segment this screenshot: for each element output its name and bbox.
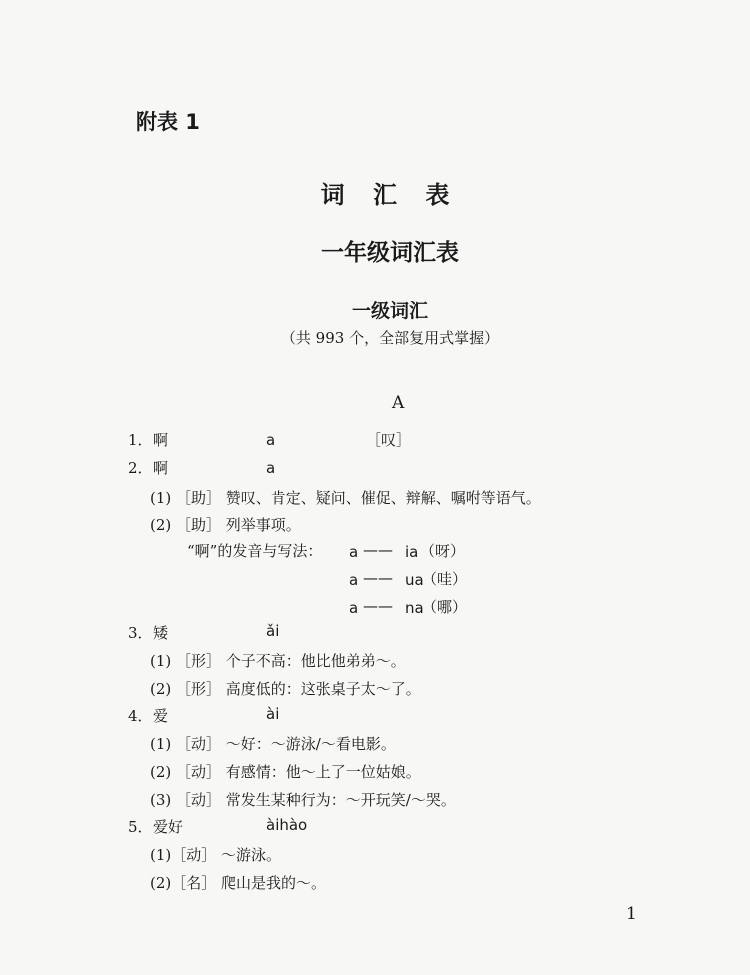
section-letter: A	[392, 393, 405, 413]
pron-base: a	[349, 599, 359, 617]
page-number: 1	[626, 904, 637, 924]
entry-definition: (1) ［形］ 个子不高：他比他弟弟～。	[150, 652, 406, 670]
pron-char: （哪）	[422, 598, 468, 616]
entry-ref: ［叹］	[366, 431, 412, 449]
entry-pinyin: ài	[266, 705, 280, 723]
entry-pinyin: àihào	[266, 816, 308, 834]
level-heading: 一级词汇	[351, 300, 428, 322]
entry-definition: (2) ［助］ 列举事项。	[150, 516, 301, 534]
pronunciation-label: “啊”的发音与写法：	[187, 542, 323, 560]
entry-pinyin: a	[266, 431, 276, 449]
pron-char: （呀）	[420, 542, 466, 560]
pron-variant: na	[405, 599, 424, 617]
entry-number: 2．	[128, 459, 153, 477]
entry-word: 啊	[153, 431, 169, 449]
pron-variant: ua	[405, 571, 424, 589]
entry-word: 啊	[153, 459, 169, 477]
pron-dash: ——	[363, 597, 393, 615]
entry-definition: (1) ［动］ ～好：～游泳/～看电影。	[150, 735, 396, 753]
entry-word: 矮	[153, 624, 169, 642]
entry-definition: (1)［动］ ～游泳。	[150, 846, 282, 864]
page-title: 词 汇 表	[320, 181, 460, 209]
pron-char: （哇）	[422, 570, 468, 588]
entry-definition: (2) ［动］ 有感情：他～上了一位姑娘。	[150, 763, 421, 781]
entry-definition: (1) ［助］ 赞叹、肯定、疑问、催促、辩解、嘱咐等语气。	[150, 489, 541, 507]
entry-word: 爱好	[153, 818, 184, 836]
entry-word: 爱	[153, 707, 169, 725]
entry-number: 1．	[128, 431, 153, 449]
pron-variant: ia	[405, 543, 419, 561]
pron-base: a	[349, 543, 359, 561]
pron-dash: ——	[363, 541, 393, 559]
entry-definition: (2)［名］ 爬山是我的～。	[150, 874, 327, 892]
pron-dash: ——	[363, 569, 393, 587]
entry-number: 4．	[128, 707, 153, 725]
entry-number: 5．	[128, 818, 153, 836]
appendix-label: 附表 1	[136, 110, 200, 134]
entry-pinyin: a	[266, 459, 276, 477]
pron-base: a	[349, 571, 359, 589]
entry-definition: (3) ［动］ 常发生某种行为：～开玩笑/～哭。	[150, 791, 456, 809]
entry-pinyin: ǎi	[266, 622, 280, 640]
page-subtitle: 一年级词汇表	[321, 239, 459, 266]
entry-definition: (2) ［形］ 高度低的：这张桌子太～了。	[150, 680, 421, 698]
entry-number: 3．	[128, 624, 153, 642]
level-note: （共 993 个，全部复用式掌握）	[280, 329, 500, 347]
